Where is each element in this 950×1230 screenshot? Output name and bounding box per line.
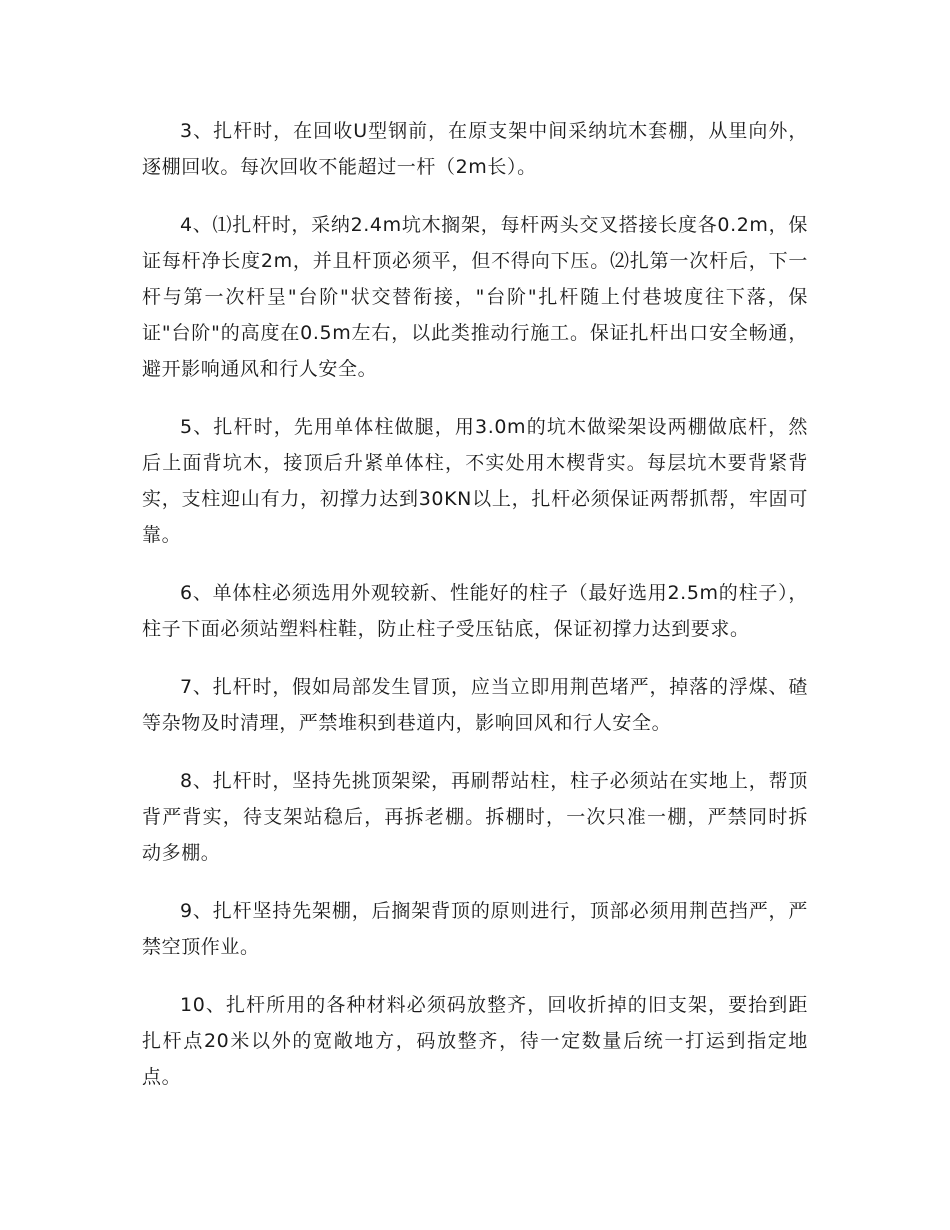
paragraph-item-6: 6、单体柱必须选用外观较新、性能好的柱子（最好选用2.5m的柱子），柱子下面必须站塑料柱鞋，防止柱子受压钻底，保证初撑力达到要求。	[142, 582, 808, 640]
paragraph-item-8: 8、扎杆时，坚持先挑顶架梁，再刷帮站柱，柱子必须站在实地上，帮顶背严背实，待支架站稳后，再拆老棚。拆棚时，一次只准一棚，严禁同时拆动多棚。	[142, 770, 808, 864]
document-body	[142, 113, 808, 1117]
paragraph-item-10: 10、扎杆所用的各种材料必须码放整齐，回收折掉的旧支架，要抬到距扎杆点20米以外的宽敞地方，码放整齐，待一定数量后统一打运到指定地点。	[142, 994, 808, 1088]
paragraph-item-5: 5、扎杆时，先用单体柱做腿，用3.0m的坑木做梁架设两棚做底杆，然后上面背坑木，接顶后升紧单体柱，不实处用木楔背实。每层坑木要背紧背实，支柱迎山有力，初撑力达到30KN以上，扎杆必须保证两帮抓帮，牢固可靠。	[142, 416, 808, 546]
paragraph-item-4: 4、⑴扎杆时，采纳2.4m坑木搁架，每杆两头交叉搭接长度各0.2m，保证每杆净长度2m，并且杆顶必须平，但不得向下压。⑵扎第一次杆后，下一杆与第一次杆呈"台阶"状交替衔接，"台阶"扎杆随上付巷坡度往下落，保证"台阶"的高度在0.5m左右，以此类推动行施工。保证扎杆出口安全畅通，避开影响通风和行人安全。	[142, 214, 808, 380]
paragraph-item-3: 3、扎杆时，在回收U型钢前，在原支架中间采纳坑木套棚，从里向外，逐棚回收。每次回收不能超过一杆（2m长）。	[142, 120, 808, 178]
paragraph-item-9: 9、扎杆坚持先架棚，后搁架背顶的原则进行，顶部必须用荆芭挡严，严禁空顶作业。	[142, 900, 808, 958]
paragraph-item-7: 7、扎杆时，假如局部发生冒顶，应当立即用荆芭堵严，掉落的浮煤、碴等杂物及时清理，严禁堆积到巷道内，影响回风和行人安全。	[142, 676, 808, 734]
